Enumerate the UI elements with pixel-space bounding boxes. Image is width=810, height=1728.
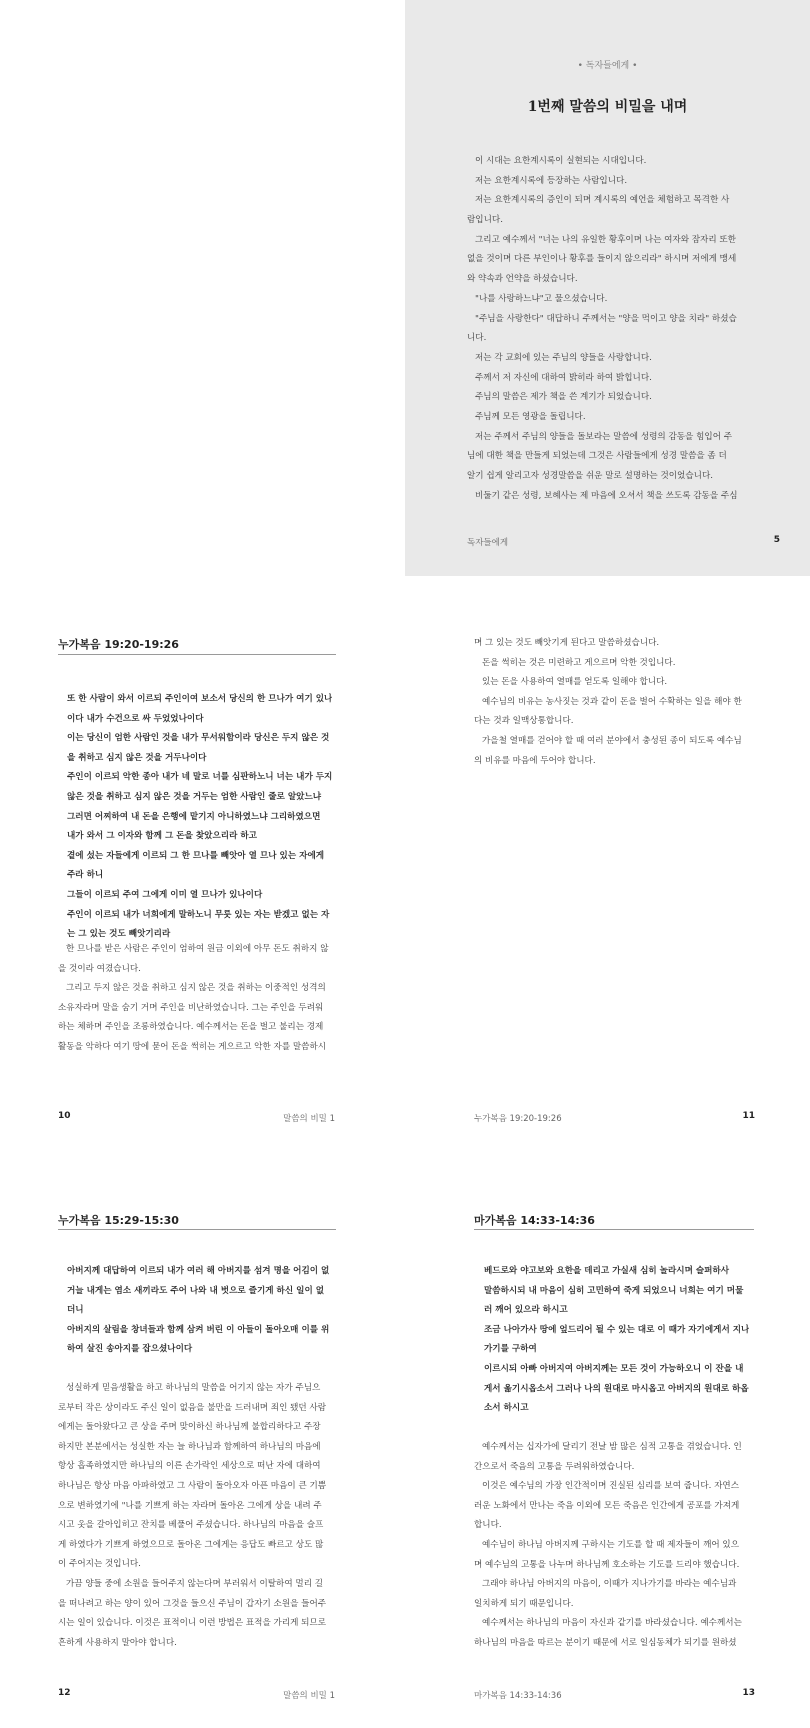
text-line: 그러면 어찌하여 내 돈을 은행에 맡기지 아니하였느냐 그리하였으면 — [67, 811, 321, 822]
text-line: 시는 일이 있습니다. 이것은 표적이니 이런 방법은 표적을 가리게 되므로 — [58, 1618, 327, 1629]
text-line: 주라 하니 — [67, 870, 104, 881]
text-line: 주님께 모든 영광을 돌립니다. — [475, 411, 586, 422]
commentary-body — [58, 940, 348, 1058]
text-line: 가을철 열매를 걷어야 할 때 여러 분야에서 충성된 종이 되도록 예수님 — [482, 735, 742, 746]
running-footer: 말씀의 비밀 1 — [283, 1691, 335, 1701]
text-line: 주께서 저 자신에 대하여 밝히라 하여 밝힙니다. — [475, 372, 652, 383]
text-line: 러 깨어 있으라 하시고 — [484, 1305, 568, 1316]
text-line: 을 것이라 여겼습니다. — [58, 963, 141, 974]
text-line: 이다 내가 수건으로 싸 두었었나이다 — [67, 713, 204, 724]
text-line: 더니 — [67, 1305, 84, 1316]
text-line: 조금 나아가사 땅에 엎드리어 될 수 있는 대로 이 때가 자기에게서 지나 — [484, 1324, 750, 1335]
text-line: 예수님의 비유는 농사짓는 것과 같이 돈을 벌어 수확하는 일을 해야 한 — [482, 696, 742, 707]
text-line: 거늘 내게는 염소 새끼라도 주어 나와 내 벗으로 즐기게 하신 일이 없 — [67, 1285, 325, 1296]
text-line: 소서 하시고 — [484, 1403, 529, 1414]
text-line: 곁에 섰는 자들에게 이르되 그 한 므나를 빼앗아 열 므나 있는 자에게 — [67, 850, 325, 861]
text-line: 있는 돈을 사용하여 열매를 얻도록 일해야 합니다. — [482, 677, 668, 688]
page-number: 10 — [58, 1111, 71, 1121]
text-line: 니다. — [467, 333, 487, 344]
text-line: 하나님의 마음을 따르는 분이기 때문에 서로 일심동체가 되기를 원하셨 — [474, 1637, 737, 1648]
running-footer: 독자들에게 — [467, 538, 509, 548]
text-line: 일치하게 되기 때문입니다. — [474, 1598, 574, 1609]
text-line: 비둘기 같은 성령, 보혜사는 제 마음에 오셔서 책을 쓰도록 감동을 주심 — [475, 490, 738, 501]
heading-rule — [474, 1229, 754, 1230]
text-line: 간으로서 죽음의 고통을 두려워하였습니다. — [474, 1461, 635, 1472]
text-line: 의 비유를 마음에 두어야 합니다. — [474, 755, 596, 766]
text-line: 예수께서는 십자가에 달리기 전날 밤 많은 심적 고통을 겪었습니다. 인 — [482, 1442, 742, 1452]
text-line: 돈을 썩히는 것은 미련하고 게으르며 악한 것입니다. — [482, 657, 676, 668]
text-line: 람입니다. — [467, 215, 503, 226]
text-line: 시고 옷을 갈아입히고 잔치를 베풀어 주셨습니다. 하나님의 마음을 슬프 — [58, 1520, 324, 1531]
text-line: 러운 노화에서 만나는 죽음 이외에 모든 죽음은 인간에게 공포를 가져게 — [474, 1500, 740, 1511]
text-line: 에게는 돌아왔다고 큰 상을 주며 맞이하신 하나님께 불합리하다고 주장 — [58, 1422, 321, 1433]
text-line: 와 약속과 언약을 하셨습니다. — [467, 274, 578, 285]
heading-rule — [58, 1229, 336, 1230]
text-line: 이것은 예수님의 가장 인간적이며 진실된 심리를 보여 줍니다. 자연스 — [482, 1481, 740, 1492]
text-line: 예수께서는 하나님의 마음이 자신과 같기를 바라셨습니다. 예수께서는 — [482, 1618, 742, 1629]
text-line: 내가 와서 그 이자와 함께 그 돈을 찾았으리라 하고 — [67, 831, 257, 842]
text-line: 성실하게 믿음생활을 하고 하나님의 말씀을 어기지 않는 자가 주님으 — [66, 1383, 321, 1393]
text-line: 을 떠나려고 하는 양이 있어 그것을 들으신 주님이 갑자기 소원을 들어주 — [58, 1598, 327, 1609]
text-line: 하는 체하며 주인을 조롱하였습니다. 예수께서는 돈을 벌고 불리는 경제 — [58, 1022, 324, 1033]
text-line: 며 예수님의 고통을 나누며 하나님께 호소하는 기도를 드리야 했습니다. — [474, 1559, 740, 1570]
text-line: 주인이 이르되 내가 너희에게 말하노니 무릇 있는 자는 받겠고 없는 자 — [67, 909, 330, 920]
text-line: 저는 요한계시록에 등장하는 사람입니다. — [475, 175, 628, 186]
scripture-quote — [67, 690, 332, 945]
text-line: 가기를 구하여 — [484, 1344, 537, 1355]
text-line: 아버지께 대답하여 이르되 내가 여러 해 아버지를 섬겨 명을 어김이 없 — [67, 1266, 330, 1276]
text-line: 그리고 예수께서 "너는 나의 유일한 황후이며 나는 여자와 잠자리 또한 — [475, 234, 736, 245]
text-line: "나를 사랑하느냐"고 물으셨습니다. — [475, 293, 608, 304]
text-line: 님에 대한 책을 만들게 되었는데 그것은 사람들에게 성경 말씀을 좀 더 — [467, 451, 727, 462]
text-line: 이르시되 아빠 아버지여 아버지께는 모든 것이 가능하오니 이 잔을 내 — [484, 1363, 744, 1374]
commentary-body — [474, 1438, 764, 1654]
text-line: 그래야 하나님 아버지의 마음이, 이때가 지나가기를 바라는 예수님과 — [482, 1579, 737, 1590]
running-footer: 마가복음 14:33-14:36 — [474, 1691, 562, 1701]
page-5 — [405, 0, 810, 576]
text-line: 이는 당신이 엄한 사람인 것을 내가 무서워함이라 당신은 두지 않은 것 — [67, 733, 330, 744]
text-line: 을 취하고 심지 않은 것을 거두나이다 — [67, 752, 207, 763]
section-heading: 누가복음 19:20-19:26 — [58, 638, 179, 651]
page-number: 11 — [742, 1111, 755, 1121]
text-line: 으로 변하였기에 "나를 기쁘게 하는 자라며 돌아온 그에게 상을 내려 주 — [58, 1500, 322, 1511]
text-line: 않은 것을 취하고 심지 않은 것을 거두는 엄한 사람인 줄로 알았느냐 — [67, 791, 322, 802]
text-line: 저는 각 교회에 있는 주님의 양들을 사랑합니다. — [475, 352, 652, 363]
scripture-quote — [484, 1262, 749, 1419]
text-line: 활동을 악하다 여기 땅에 묻어 돈을 썩히는 게으르고 악한 자를 말씀하시 — [58, 1041, 327, 1052]
text-line: 며 그 있는 것도 빼앗기게 된다고 말씀하셨습니다. — [474, 638, 660, 648]
text-line: 하지만 본분에서는 성실한 자는 늘 하나님과 함께하여 하나님의 마음에 — [58, 1441, 321, 1452]
text-line: 알기 쉽게 알리고자 성경말씀을 쉬운 말로 설명하는 것이었습니다. — [467, 471, 713, 481]
heading-rule — [58, 654, 336, 655]
text-line: 다는 것과 일맥상통합니다. — [474, 716, 574, 727]
text-line: 게서 옮기시옵소서 그러나 나의 원대로 마시옵고 아버지의 원대로 하옵 — [484, 1383, 749, 1394]
page-number: 13 — [742, 1688, 755, 1698]
section-heading: 마가복음 14:33-14:36 — [474, 1214, 595, 1227]
commentary-body — [474, 634, 764, 771]
text-line: 그리고 두지 않은 것을 취하고 심지 않은 것을 취하는 이중적인 성격의 — [66, 983, 326, 994]
running-footer: 말씀의 비밀 1 — [283, 1114, 335, 1124]
text-line: 이 주어지는 것입니다. — [58, 1559, 141, 1570]
text-line: 아버지의 살림을 창녀들과 함께 삼켜 버린 이 아들이 돌아오매 이를 위 — [67, 1324, 330, 1335]
text-line: 게 하였다가 기쁘게 하였으므로 돌아온 그에게는 응답도 빠르고 상도 많 — [58, 1539, 324, 1550]
text-line: 저는 주께서 주님의 양들을 돌보라는 말씀에 성령의 감동을 힘입어 주 — [475, 431, 733, 442]
text-line: 없을 것이며 다른 부인이나 황후를 들이지 않으리라" 하시며 저에게 맹세 — [467, 254, 737, 265]
section-kicker: • 독자들에게 • — [577, 61, 638, 71]
page-number: 5 — [773, 535, 780, 545]
commentary-body — [58, 1379, 348, 1653]
scripture-quote — [67, 1262, 329, 1360]
text-line: 그들이 이르되 주여 그에게 이미 열 므나가 있나이다 — [67, 889, 263, 900]
text-line: 로부터 작은 상이라도 주신 일이 없음을 불만을 드러내며 죄인 됐던 사람 — [58, 1402, 327, 1413]
text-line: 는 그 있는 것도 빼앗기리라 — [67, 929, 171, 940]
text-line: 합니다. — [474, 1520, 502, 1531]
text-line: 베드로와 야고보와 요한을 데리고 가실새 심히 놀라시며 슬퍼하사 — [484, 1266, 730, 1276]
section-heading: 누가복음 15:29-15:30 — [58, 1214, 179, 1227]
text-line: 또 한 사람이 와서 이르되 주인이여 보소서 당신의 한 므나가 여기 있나 — [67, 694, 333, 704]
text-line: 예수님이 하나님 아버지께 구하시는 기도를 할 때 제자들이 깨어 있으 — [482, 1539, 740, 1550]
text-line: 주님의 말씀은 제가 책을 쓴 계기가 되었습니다. — [475, 392, 652, 403]
text-line: 가끔 양들 중에 소원을 들어주지 않는다며 부러워서 이탈하여 멀리 길 — [66, 1578, 324, 1589]
text-line: 이 시대는 요한계시록이 실현되는 시대입니다. — [475, 156, 647, 166]
page-number: 12 — [58, 1688, 71, 1698]
text-line: 저는 요한계시록의 증인이 되며 계시록의 예언을 체험하고 목격한 사 — [475, 195, 730, 206]
text-line: 말씀하시되 내 마음이 심히 고민하여 죽게 되었으니 너희는 여기 머물 — [484, 1285, 744, 1296]
text-line: 한 므나를 받은 사람은 주인이 엄하여 원금 이외에 아무 돈도 취하지 않 — [66, 944, 329, 954]
preface-body — [467, 152, 763, 506]
text-line: 항상 흡족하였지만 하나님의 이른 손가락인 세상으로 떠난 자에 대하여 — [58, 1461, 321, 1472]
text-line: 흔하게 사용하지 말아야 합니다. — [58, 1637, 177, 1648]
page-title: 1번째 말씀의 비밀을 내며 — [527, 99, 688, 115]
text-line: 하여 살진 송아지를 잡으셨나이다 — [67, 1344, 193, 1355]
text-line: 주인이 이르되 악한 종아 내가 네 말로 너를 심판하노니 너는 내가 두지 — [67, 772, 333, 783]
text-line: 하나님은 항상 마음 아파하였고 그 사람이 돌아오자 아픈 마음이 큰 기쁨 — [58, 1480, 327, 1491]
text-line: 소유자라며 말을 숨기 거며 주인을 비난하였습니다. 그는 주인을 두려워 — [58, 1002, 324, 1013]
text-line: "주님을 사랑한다" 대답하니 주께서는 "양을 먹이고 양을 치라" 하셨습 — [475, 313, 737, 324]
running-footer: 누가복음 19:20-19:26 — [474, 1114, 562, 1124]
